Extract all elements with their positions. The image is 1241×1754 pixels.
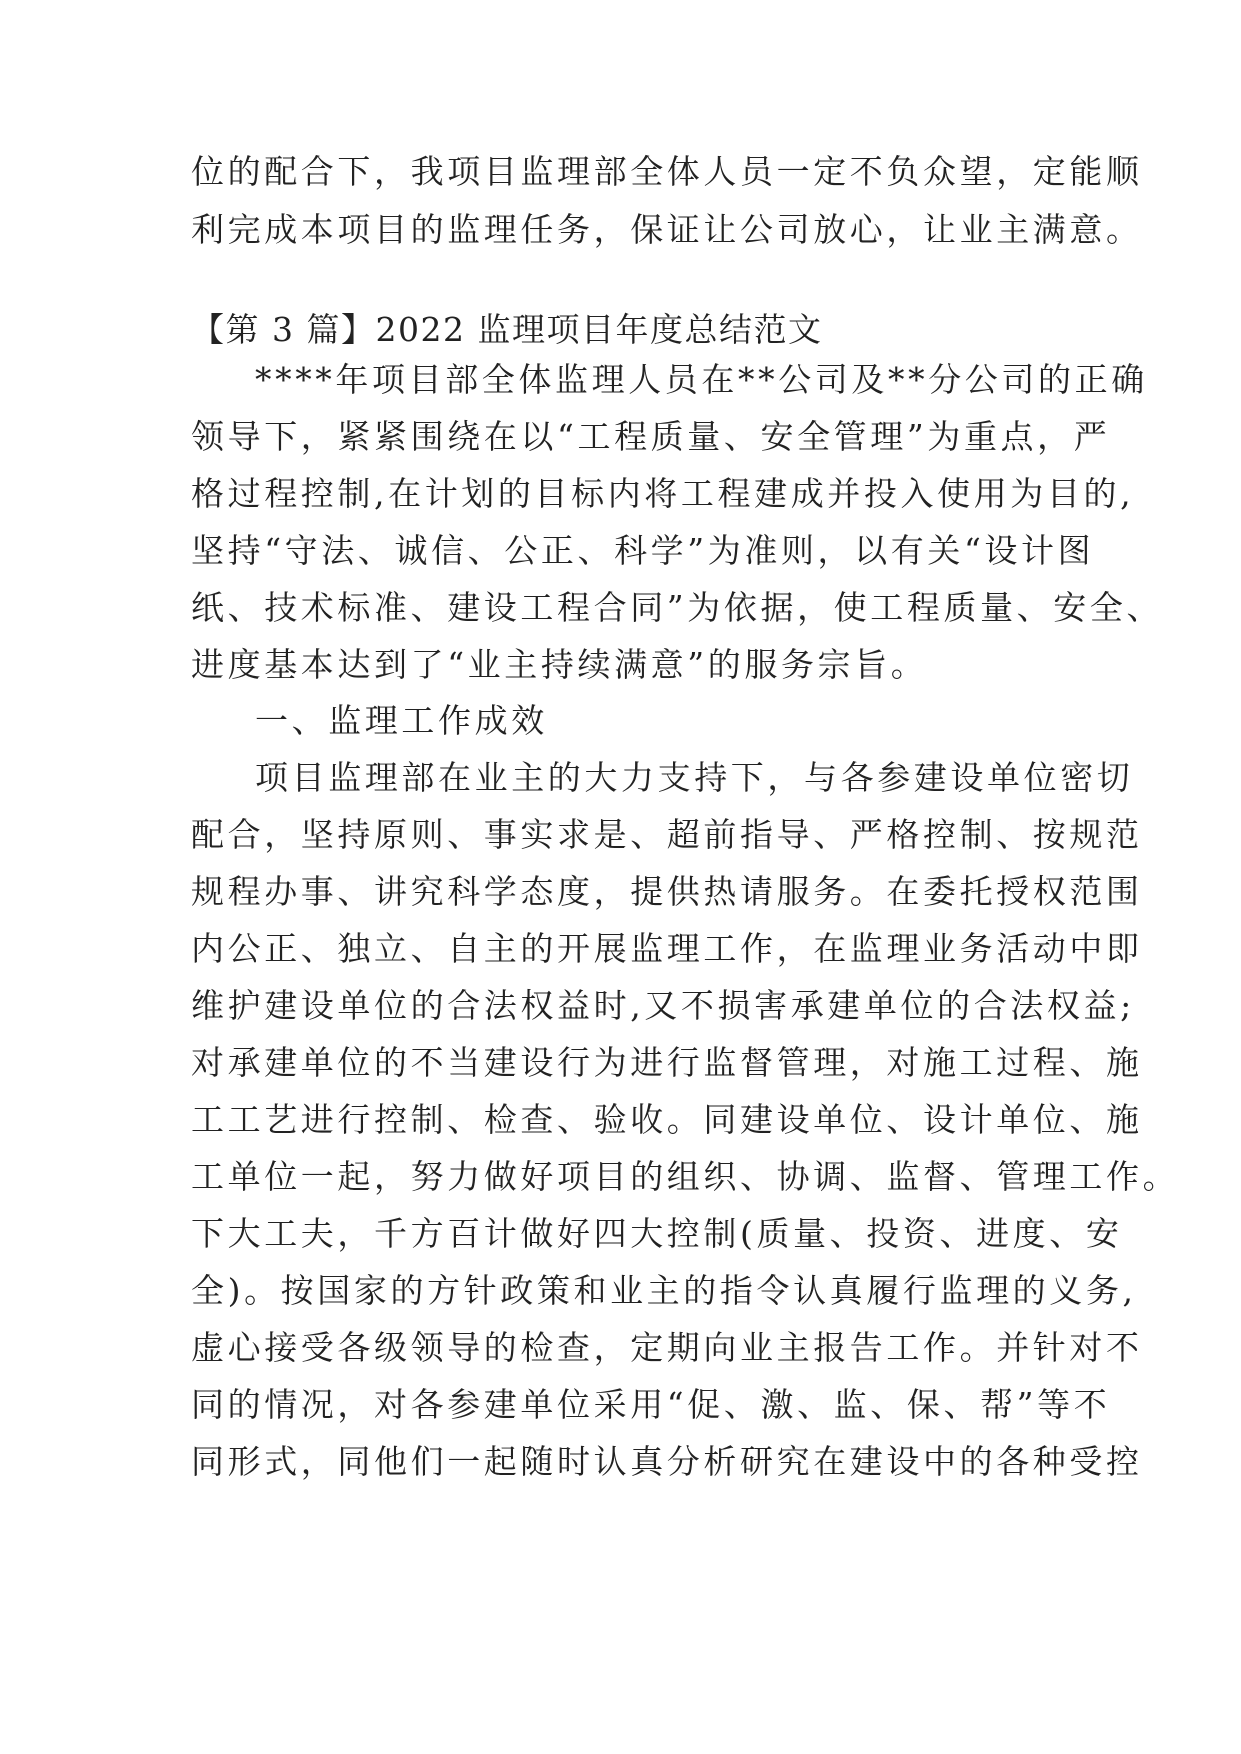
paragraph-line: 内公正、独立、自主的开展监理工作，在监理业务活动中即 [191, 929, 1143, 968]
paragraph-line: 下大工夫，千方百计做好四大控制(质量、投资、进度、安 [191, 1214, 1123, 1253]
paragraph-line: 对承建单位的不当建设行为进行监督管理，对施工过程、施 [191, 1043, 1143, 1082]
paragraph-line: 工单位一起，努力做好项目的组织、协调、监督、管理工作。 [191, 1157, 1180, 1196]
paragraph-line: 纸、技术标准、建设工程合同”为依据，使工程质量、安全、 [191, 588, 1164, 627]
paragraph-line: 同形式，同他们一起随时认真分析研究在建设中的各种受控 [191, 1442, 1143, 1481]
paragraph-line: 全)。按国家的方针政策和业主的指令认真履行监理的义务, [191, 1271, 1137, 1310]
paragraph-line: 格过程控制,在计划的目标内将工程建成并投入使用为目的, [191, 474, 1135, 513]
section-title: 【第 3 篇】2022 监理项目年度总结范文 [191, 310, 823, 349]
paragraph-line: 领导下，紧紧围绕在以“工程质量、安全管理”为重点，严 [191, 417, 1111, 456]
paragraph-line: 位的配合下，我项目监理部全体人员一定不负众望，定能顺 [191, 152, 1143, 191]
paragraph-line: 进度基本达到了“业主持续满意”的服务宗旨。 [191, 645, 928, 684]
paragraph-line: 坚持“守法、诚信、公正、科学”为准则，以有关“设计图 [191, 531, 1095, 570]
subheading: 一、监理工作成效 [255, 701, 548, 740]
paragraph-line: 规程办事、讲究科学态度，提供热请服务。在委托授权范围 [191, 872, 1143, 911]
paragraph-line: 配合，坚持原则、事实求是、超前指导、严格控制、按规范 [191, 815, 1143, 854]
paragraph-line: ****年项目部全体监理人员在**公司及**分公司的正确 [255, 360, 1148, 399]
paragraph-line: 维护建设单位的合法权益时,又不损害承建单位的合法权益; [191, 986, 1135, 1025]
paragraph-line: 虚心接受各级领导的检查，定期向业主报告工作。并针对不 [191, 1328, 1143, 1367]
paragraph-line: 利完成本项目的监理任务，保证让公司放心，让业主满意。 [191, 210, 1143, 249]
paragraph-line: 同的情况，对各参建单位采用“促、激、监、保、帮”等不 [191, 1385, 1111, 1424]
paragraph-line: 项目监理部在业主的大力支持下，与各参建设单位密切 [255, 758, 1134, 797]
paragraph-line: 工工艺进行控制、检查、验收。同建设单位、设计单位、施 [191, 1100, 1143, 1139]
